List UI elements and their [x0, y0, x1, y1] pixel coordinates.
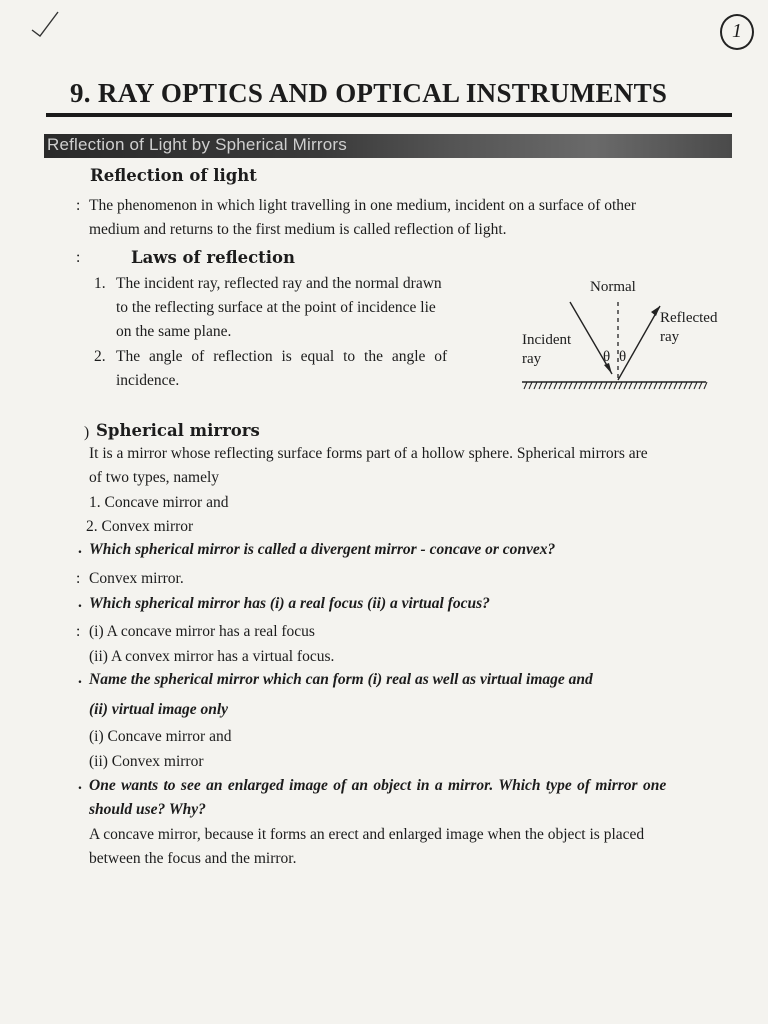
law-1-line-3: on the same plane.: [116, 323, 232, 340]
hatch-line: [679, 382, 682, 389]
chapter-title: 9. RAY OPTICS AND OPTICAL INSTRUMENTS: [70, 78, 668, 108]
law-1-line-2: to the reflecting surface at the point of incidence lie: [116, 299, 436, 316]
q1-answer-marker: :: [76, 570, 81, 587]
diagram-reflected-label-2: ray: [660, 329, 680, 345]
q2-question: Which spherical mirror has (i) a real focus (ii) a virtual focus?: [89, 595, 490, 612]
reflection-marker: :: [76, 197, 81, 214]
hatch-line: [544, 382, 547, 389]
spherical-type-1: 1. Concave mirror and: [89, 494, 229, 511]
spherical-type-2: 2. Convex mirror: [86, 518, 194, 535]
hatch-line: [574, 382, 577, 389]
hatch-line: [649, 382, 652, 389]
reflection-diagram: [510, 272, 732, 400]
hatch-line: [584, 382, 587, 389]
hatch-line: [609, 382, 612, 389]
hatch-line: [614, 382, 617, 389]
title-divider: [46, 113, 732, 117]
q1-question: Which spherical mirror is called a divergent mirror - concave or convex?: [89, 541, 556, 558]
law-2-num: 2.: [94, 348, 106, 365]
hatch-line: [624, 382, 627, 389]
q3-answer-2: (ii) Convex mirror: [89, 753, 204, 770]
hatch-line: [564, 382, 567, 389]
diagram-reflected-arrow-icon: [651, 306, 660, 316]
laws-heading: Laws of reflection: [131, 248, 296, 267]
hatch-line: [619, 382, 622, 389]
q4-answer-2: between the focus and the mirror.: [89, 850, 297, 867]
hatch-line: [634, 382, 637, 389]
reflection-line-1: The phenomenon in which light travelling in one medium, incident on a surface of other: [89, 197, 637, 214]
q4-question-1: One wants to see an enlarged image of an object in a mirror. Which type of mirror one: [89, 777, 667, 794]
q3-question-1: Name the spherical mirror which can form (i) real as well as virtual image and: [89, 671, 593, 688]
law-2-line-1: The angle of reflection is equal to the angle of: [116, 348, 448, 365]
diagram-normal-label: Normal: [590, 279, 636, 295]
hatch-line: [549, 382, 552, 389]
law-1-num: 1.: [94, 275, 106, 292]
hatch-line: [589, 382, 592, 389]
hatch-line: [629, 382, 632, 389]
hatch-line: [529, 382, 532, 389]
section-banner-text: Reflection of Light by Spherical Mirrors: [47, 135, 347, 154]
spherical-line-1: It is a mirror whose reflecting surface forms part of a hollow sphere. Spherical mirrors are: [89, 445, 648, 462]
q3-question-2: (ii) virtual image only: [89, 701, 229, 718]
q3-answer-1: (i) Concave mirror and: [89, 728, 232, 745]
hatch-line: [699, 382, 702, 389]
hatch-line: [569, 382, 572, 389]
law-1-line-1: The incident ray, reflected ray and the normal drawn: [116, 275, 442, 292]
hatch-line: [639, 382, 642, 389]
hatch-line: [534, 382, 537, 389]
page-number: 1: [720, 14, 754, 50]
hatch-line: [669, 382, 672, 389]
diagram-incident-label-2: ray: [522, 351, 542, 367]
hatch-line: [594, 382, 597, 389]
hatch-line: [674, 382, 677, 389]
hatch-line: [689, 382, 692, 389]
diagram-reflected-label-1: Reflected: [660, 310, 718, 326]
spherical-marker: ): [84, 424, 90, 441]
hatch-line: [644, 382, 647, 389]
hatch-line: [524, 382, 527, 389]
q3-bullet: .: [78, 670, 82, 687]
q2-answer-1: (i) A concave mirror has a real focus: [89, 623, 315, 640]
diagram-mirror-hatching: [524, 382, 707, 389]
spherical-heading: Spherical mirrors: [96, 421, 260, 440]
laws-marker: :: [76, 249, 81, 266]
hatch-line: [579, 382, 582, 389]
q1-answer: Convex mirror.: [89, 570, 184, 587]
hatch-line: [554, 382, 557, 389]
hatch-line: [694, 382, 697, 389]
hatch-line: [684, 382, 687, 389]
diagram-incident-label-1: Incident: [522, 332, 572, 348]
diagram-angle-left: θ: [603, 349, 611, 365]
hatch-line: [559, 382, 562, 389]
hatch-line: [539, 382, 542, 389]
hatch-line: [659, 382, 662, 389]
law-2-line-2: incidence.: [116, 372, 180, 389]
section-banner: [44, 134, 732, 158]
diagram-reflected-ray: [618, 306, 660, 380]
check-mark-icon: [30, 8, 60, 38]
reflection-line-2: medium and returns to the first medium is called reflection of light.: [89, 221, 507, 238]
q2-bullet: .: [78, 594, 82, 611]
hatch-line: [654, 382, 657, 389]
q4-answer-1: A concave mirror, because it forms an erect and enlarged image when the object is placed: [89, 826, 645, 843]
hatch-line: [704, 382, 707, 389]
spherical-line-2: of two types, namely: [89, 469, 220, 486]
hatch-line: [604, 382, 607, 389]
reflection-heading: Reflection of light: [90, 166, 257, 185]
q4-bullet: .: [78, 776, 82, 793]
q1-bullet: .: [78, 540, 82, 557]
q2-answer-2: (ii) A convex mirror has a virtual focus.: [89, 648, 335, 665]
q2-answer-marker: :: [76, 623, 81, 640]
hatch-line: [664, 382, 667, 389]
hatch-line: [599, 382, 602, 389]
diagram-angle-right: θ: [619, 349, 627, 365]
q4-question-2: should use? Why?: [89, 801, 206, 818]
